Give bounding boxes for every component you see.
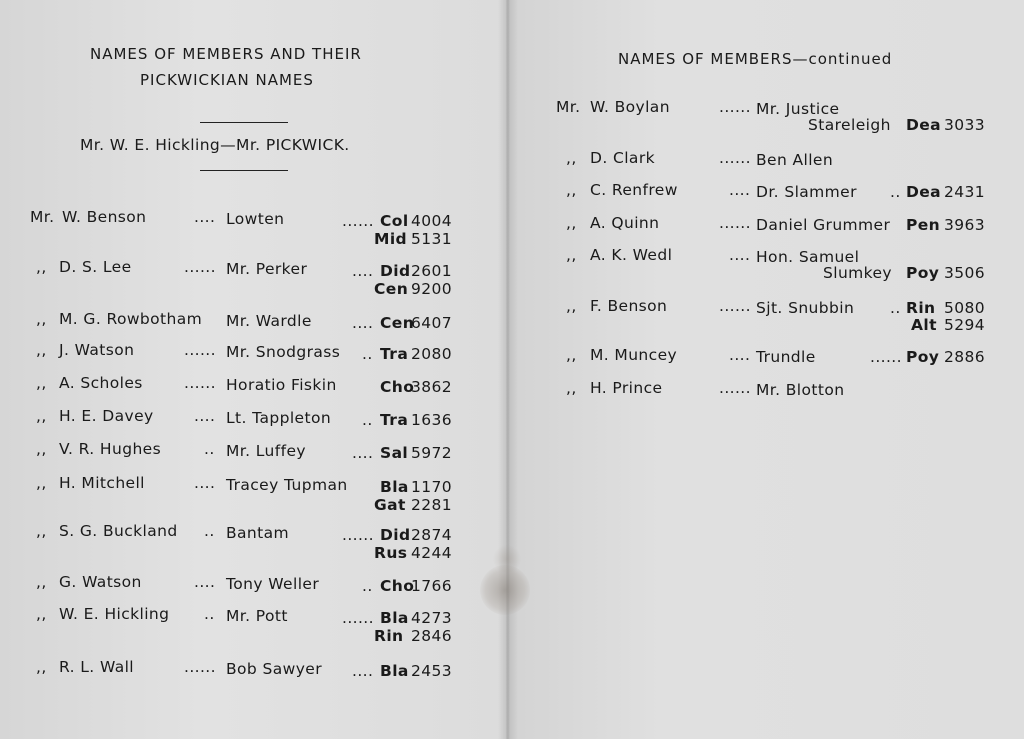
phone-number: 5972 xyxy=(411,444,453,462)
leader-dots: .. xyxy=(204,605,215,623)
president-line: Mr. W. E. Hickling—Mr. PICKWICK. xyxy=(80,136,350,154)
pickwickian-name: Tony Weller xyxy=(226,575,320,593)
leader-dots: .. xyxy=(890,183,901,201)
leader-dots: .... xyxy=(729,346,751,364)
member-name: R. L. Wall xyxy=(59,658,135,676)
leader-dots: .... xyxy=(194,573,216,591)
row-prefix: ,, xyxy=(566,149,577,167)
leader-dots: ...... xyxy=(870,348,902,366)
member-name: H. Prince xyxy=(590,379,663,397)
member-name: J. Watson xyxy=(59,341,135,359)
member-name: D. Clark xyxy=(590,149,655,167)
member-name: D. S. Lee xyxy=(59,258,132,276)
leader-dots: ...... xyxy=(719,297,751,315)
exchange-code: Rin xyxy=(906,299,936,317)
pickwickian-name: Mr. Luffey xyxy=(226,442,306,460)
leader-dots: .... xyxy=(194,208,216,226)
leader-dots: .... xyxy=(729,246,751,264)
phone-number: 3033 xyxy=(944,116,986,134)
exchange-code: Alt xyxy=(911,316,937,334)
leader-dots: ...... xyxy=(719,149,751,167)
leader-dots: ...... xyxy=(342,609,374,627)
heading-divider xyxy=(200,122,288,123)
right-heading: NAMES OF MEMBERS—continued xyxy=(618,50,893,68)
left-heading-line2: PICKWICKIAN NAMES xyxy=(140,71,314,89)
phone-number: 1170 xyxy=(411,478,453,496)
pickwickian-name: Mr. Blotton xyxy=(756,381,845,399)
exchange-code: Rus xyxy=(374,544,408,562)
pickwickian-name: Hon. Samuel xyxy=(756,248,860,266)
phone-number: 3862 xyxy=(411,378,453,396)
exchange-code: Did xyxy=(380,526,411,544)
pickwickian-name: Dr. Slammer xyxy=(756,183,857,201)
exchange-code: Poy xyxy=(906,264,940,282)
member-name: A. Scholes xyxy=(59,374,143,392)
leader-dots: .... xyxy=(352,262,374,280)
leader-dots: .... xyxy=(194,474,216,492)
member-name: A. Quinn xyxy=(590,214,660,232)
leader-dots: .. xyxy=(204,522,215,540)
phone-number: 6407 xyxy=(411,314,453,332)
leader-dots: ...... xyxy=(184,341,216,359)
exchange-code: Bla xyxy=(380,478,409,496)
phone-number: 4244 xyxy=(411,544,453,562)
row-prefix: ,, xyxy=(566,181,577,199)
phone-number: 3963 xyxy=(944,216,986,234)
exchange-code: Rin xyxy=(374,627,404,645)
row-prefix: ,, xyxy=(36,374,47,392)
leader-dots: ...... xyxy=(184,374,216,392)
phone-number: 2846 xyxy=(411,627,453,645)
member-name: W. Benson xyxy=(62,208,147,226)
pickwickian-name: Bob Sawyer xyxy=(226,660,322,678)
pickwickian-name: Mr. Perker xyxy=(226,260,308,278)
leader-dots: .... xyxy=(352,314,374,332)
member-name: V. R. Hughes xyxy=(59,440,162,458)
phone-number: 2431 xyxy=(944,183,986,201)
phone-number: 3506 xyxy=(944,264,986,282)
leader-dots: ...... xyxy=(184,658,216,676)
pickwickian-name: Mr. Pott xyxy=(226,607,288,625)
phone-number: 1766 xyxy=(411,577,453,595)
leader-dots: .. xyxy=(362,411,373,429)
phone-number: 2080 xyxy=(411,345,453,363)
leader-dots: .. xyxy=(362,345,373,363)
leader-dots: .. xyxy=(204,440,215,458)
pickwickian-name: Ben Allen xyxy=(756,151,834,169)
phone-number: 5131 xyxy=(411,230,453,248)
exchange-code: Col xyxy=(380,212,409,230)
phone-number: 2886 xyxy=(944,348,986,366)
row-prefix: ,, xyxy=(36,440,47,458)
leader-dots: .... xyxy=(352,662,374,680)
row-prefix: ,, xyxy=(566,246,577,264)
paper-stain xyxy=(480,565,530,615)
exchange-code: Cen xyxy=(374,280,409,298)
pickwickian-name: Mr. Wardle xyxy=(226,312,312,330)
pickwickian-name: Bantam xyxy=(226,524,290,542)
row-prefix: ,, xyxy=(36,573,47,591)
row-prefix: ,, xyxy=(566,379,577,397)
leader-dots: ...... xyxy=(342,212,374,230)
pickwickian-name: Mr. Snodgrass xyxy=(226,343,341,361)
pickwickian-name: Lowten xyxy=(226,210,285,228)
row-prefix: ,, xyxy=(36,605,47,623)
exchange-code: Sal xyxy=(380,444,409,462)
exchange-code: Did xyxy=(380,262,411,280)
book-gutter xyxy=(498,0,518,739)
left-heading-line1: NAMES OF MEMBERS AND THEIR xyxy=(90,45,362,63)
member-name: H. Mitchell xyxy=(59,474,145,492)
pickwickian-name: Sjt. Snubbin xyxy=(756,299,855,317)
phone-number: 4273 xyxy=(411,609,453,627)
member-name: F. Benson xyxy=(590,297,668,315)
phone-number: 4004 xyxy=(411,212,453,230)
phone-number: 2453 xyxy=(411,662,453,680)
row-prefix: ,, xyxy=(566,214,577,232)
member-name: M. Muncey xyxy=(590,346,678,364)
pickwickian-name-cont: Stareleigh xyxy=(808,116,891,134)
row-prefix: ,, xyxy=(36,310,47,328)
row-prefix: Mr. xyxy=(556,98,581,116)
leader-dots: .... xyxy=(194,407,216,425)
row-prefix: ,, xyxy=(36,258,47,276)
phone-number: 2874 xyxy=(411,526,453,544)
member-name: A. K. Wedl xyxy=(590,246,673,264)
phone-number: 1636 xyxy=(411,411,453,429)
row-prefix: ,, xyxy=(36,522,47,540)
row-prefix: ,, xyxy=(36,658,47,676)
pickwickian-name: Tracey Tupman xyxy=(226,476,348,494)
member-name: C. Renfrew xyxy=(590,181,678,199)
leader-dots: ...... xyxy=(342,526,374,544)
member-name: W. Boylan xyxy=(590,98,670,116)
exchange-code: Bla xyxy=(380,662,409,680)
pickwickian-name: Lt. Tappleton xyxy=(226,409,332,427)
phone-number: 5294 xyxy=(944,316,986,334)
exchange-code: Poy xyxy=(906,348,940,366)
pickwickian-name: Daniel Grummer xyxy=(756,216,891,234)
exchange-code: Pen xyxy=(906,216,941,234)
phone-number: 9200 xyxy=(411,280,453,298)
exchange-code: Tra xyxy=(380,411,409,429)
member-name: M. G. Rowbotham xyxy=(59,310,203,328)
phone-number: 2601 xyxy=(411,262,453,280)
phone-number: 2281 xyxy=(411,496,453,514)
leader-dots: ...... xyxy=(719,98,751,116)
row-prefix: Mr. xyxy=(30,208,55,226)
row-prefix: ,, xyxy=(566,346,577,364)
leader-dots: ...... xyxy=(184,258,216,276)
exchange-code: Dea xyxy=(906,183,942,201)
row-prefix: ,, xyxy=(36,407,47,425)
exchange-code: Cho xyxy=(380,577,415,595)
leader-dots: .. xyxy=(362,577,373,595)
row-prefix: ,, xyxy=(36,474,47,492)
pickwickian-name: Mr. Justice xyxy=(756,100,840,118)
phone-number: 5080 xyxy=(944,299,986,317)
exchange-code: Mid xyxy=(374,230,408,248)
member-name: G. Watson xyxy=(59,573,142,591)
row-prefix: ,, xyxy=(566,297,577,315)
leader-dots: .... xyxy=(352,444,374,462)
pickwickian-name: Trundle xyxy=(756,348,816,366)
row-prefix: ,, xyxy=(36,341,47,359)
leader-dots: .... xyxy=(729,181,751,199)
leader-dots: ...... xyxy=(719,379,751,397)
member-name: W. E. Hickling xyxy=(59,605,170,623)
exchange-code: Bla xyxy=(380,609,409,627)
pickwickian-name: Horatio Fiskin xyxy=(226,376,337,394)
pickwickian-name-cont: Slumkey xyxy=(823,264,893,282)
exchange-code: Tra xyxy=(380,345,409,363)
member-name: S. G. Buckland xyxy=(59,522,178,540)
leader-dots: .. xyxy=(890,299,901,317)
exchange-code: Gat xyxy=(374,496,406,514)
member-name: H. E. Davey xyxy=(59,407,154,425)
exchange-code: Cho xyxy=(380,378,415,396)
heading-divider xyxy=(200,170,288,171)
leader-dots: ...... xyxy=(719,214,751,232)
exchange-code: Dea xyxy=(906,116,942,134)
exchange-code: Cen xyxy=(380,314,415,332)
